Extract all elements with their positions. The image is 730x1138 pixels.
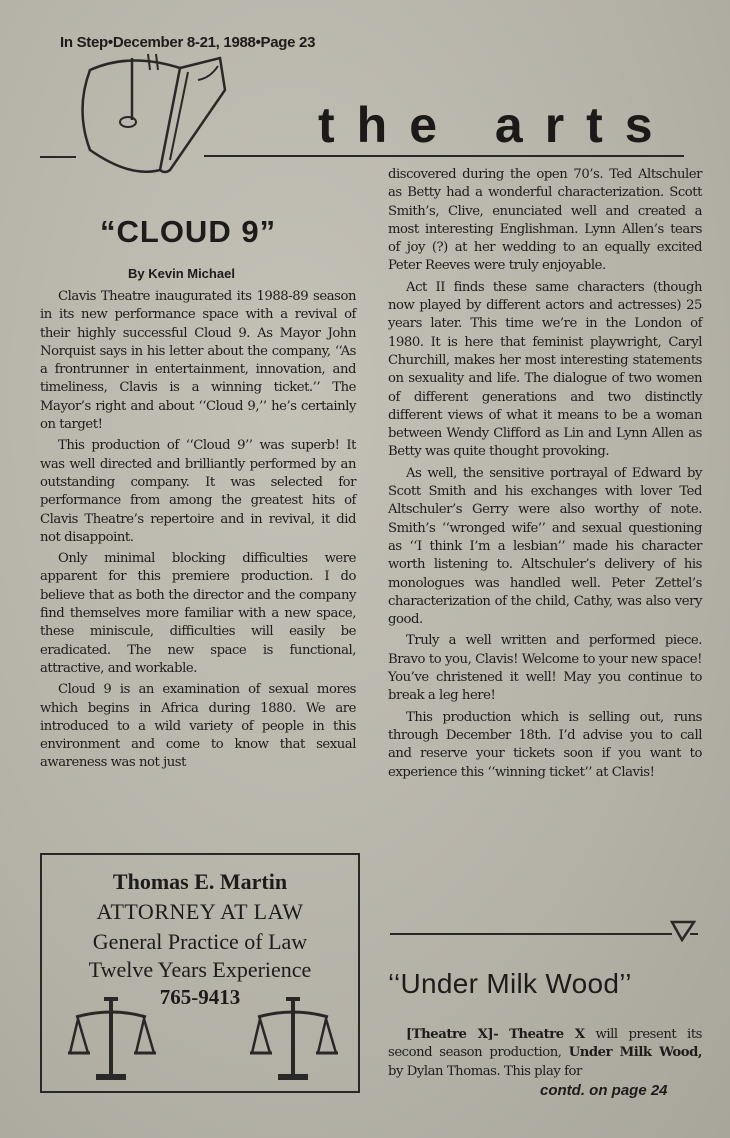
- second-article-title: ‘‘Under Milk Wood’’: [388, 968, 632, 999]
- section-rule-right: [204, 155, 684, 157]
- scales-of-justice-icon: [248, 991, 338, 1083]
- article-column-left: [40, 288, 356, 776]
- section-rule-left: [40, 156, 76, 158]
- article-paragraph: This production of ‘‘Cloud 9’’ was superb! It was well directed and brilliantly performed by an outstanding company. It was selected for performance from among the greatest hits of Clavis Theatre’s repertoire and in revival, it did not disappoint.: [40, 438, 356, 545]
- page-folio: In Step•December 8-21, 1988•Page 23: [60, 34, 316, 51]
- continued-notice: contd. on page 24: [540, 1082, 668, 1099]
- second-article-column: [388, 1026, 702, 1084]
- article-title: “CLOUD 9”: [100, 214, 277, 249]
- section-title: the arts: [318, 97, 675, 153]
- lawyer-advertisement: [40, 853, 360, 1093]
- lead-name: Theatre X: [509, 1027, 585, 1042]
- article-paragraph: As well, the sensitive portrayal of Edward by Scott Smith and his exchanges with lover Ted Altschuler’s Gerry were also worthy of note. Smith’s ‘‘wronged wife’’ and sexual questioning as ‘‘I think I’m a lesbian’’ made his character worth listening to. Altschuler’s delivery of his monologues was handled well. Peter Zettel’s characterization of the child, Cathy, was also very good.: [388, 465, 702, 628]
- play-title: Under Milk Wood,: [568, 1045, 702, 1061]
- article-paragraph: Truly a well written and performed piece. Bravo to you, Clavis! Welcome to your new space! You’ve christened it well! May you continue to break a leg here!: [388, 633, 702, 704]
- article-paragraph: Act II finds these same characters (though now played by different actors and actresses) 25 years later. This time we’re in the London of 1980. It is here that feminist playwright, Caryl Churchill, makes her most interesting statements on sexuality and life. The dialogue of two women of different generations and two distinctly different views of what it means to be a woman between Wendy Clifford as Lin and Lynn Allen as Betty was quite thought provoking.: [388, 279, 702, 460]
- article-column-right: [388, 166, 702, 785]
- article-paragraph: discovered during the open 70’s. Ted Altschuler as Betty had a wonderful characterization. Scott Smith’s, Clive, enunciated well and created a most interesting Englishman. Lynn Allen’s tears of joy (?) at her wedding to an equally excited Peter Reeves were truly enjoyable.: [388, 167, 702, 274]
- lead-text-end: by Dylan Thomas. This play for: [388, 1063, 582, 1079]
- article-byline: By Kevin Michael: [128, 266, 235, 281]
- article-paragraph: Clavis Theatre inaugurated its 1988-89 season in its new performance space with a revival of their highly successful Cloud 9. As Mayor John Norquist says in his letter about the company, ‘‘As a frontrunner in entertainment, innovation, and timeliness, Clavis is a winning ticket.’’ The Mayor’s right and about ‘‘Cloud 9,’’ he’s certainly on target!: [40, 289, 356, 433]
- scales-of-justice-icon: [66, 991, 156, 1083]
- ad-phone: 765-9413: [159, 985, 241, 1009]
- lead-text: will present its second season production,: [388, 1027, 702, 1061]
- second-article-paragraph: [388, 1026, 702, 1081]
- drama-mask-icon: [70, 50, 230, 180]
- ad-line-practice: General Practice of Law: [92, 929, 308, 954]
- ad-name: Thomas E. Martin: [112, 869, 288, 894]
- ad-line-experience: Twelve Years Experience: [88, 957, 312, 982]
- lead-tag: [Theatre X]-: [406, 1027, 499, 1042]
- article-paragraph: Only minimal blocking difficulties were apparent for this premiere production. I do believe that as both the director and the company find themselves more familiar with a new space, these miniscule, difficulties will easily be eradicated. The new space is functional, attractive, and workable.: [40, 551, 356, 676]
- article-paragraph: This production which is selling out, runs through December 18th. I’d advise you to call and reserve your tickets soon if you want to experience this ‘‘winning ticket’’ at Clavis!: [388, 709, 702, 780]
- article-end-rule: [390, 933, 672, 935]
- end-mark-icon: [670, 920, 700, 942]
- article-paragraph: Cloud 9 is an examination of sexual mores which begins in Africa during 1880. We are introduced to a wild variety of people in this environment and come to know that sexual awareness was not just: [40, 682, 356, 771]
- ad-line-title: ATTORNEY AT LAW: [96, 899, 304, 924]
